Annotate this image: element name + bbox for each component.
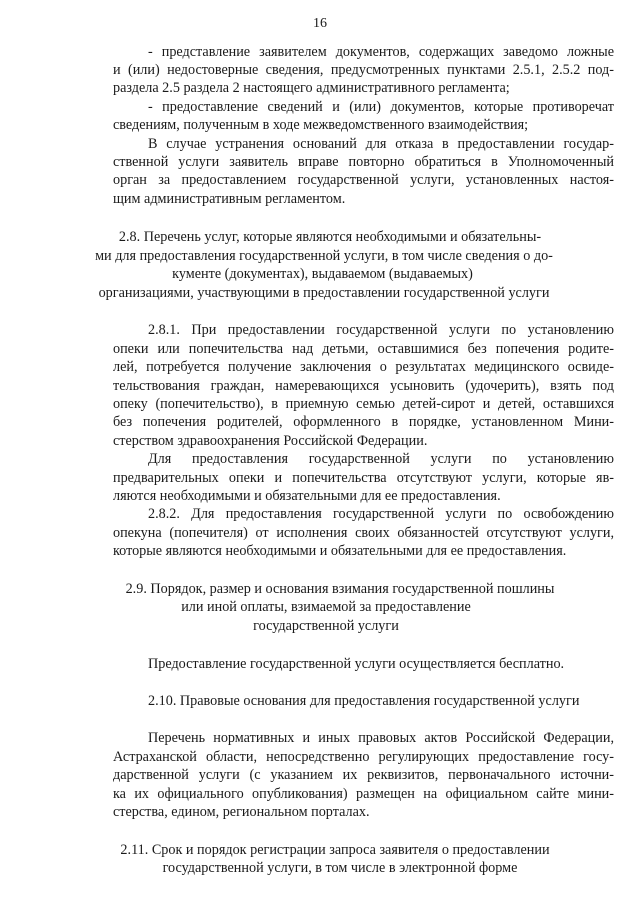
heading-line: 2.9. Порядок, размер и основания взимания государственной пошлины [125,581,555,597]
body-line: - представление заявителем документов, содержащих заведомо ложные [148,44,614,60]
page-number: 16 [313,16,327,31]
body-line: опеку (попечительство), в приемную семью детей-сирот и детей, оставшихся [113,396,614,412]
body-line: дарственной услуги (с указанием их реквизитов, первоначального источни- [113,767,614,783]
heading-line: государственной услуги [253,618,399,634]
body-line: Перечень нормативных и иных правовых актов Российской Федерации, [148,730,614,746]
body-line: Предоставление государственной услуги осуществляется бесплатно. [148,656,565,672]
body-line: стерства, едином, региональном порталах. [113,804,370,820]
body-line: без попечения родителей, оформленного в порядке, установленном Мини- [113,414,614,430]
body-line: предварительных опеки и попечительства отсутствуют услуги, которые яв- [113,470,614,486]
body-line: тельствования граждан, намеревающихся усыновить (удочерить), взять под [113,378,614,394]
body-line: ка их официального опубликования) размещен на официальном сайте мини- [113,786,614,802]
heading-line: ми для предоставления государственной услуги, в том числе сведения о до- [95,248,553,264]
body-line: ственной услуги заявитель вправе повторно обратиться в Уполномоченный [113,154,614,170]
body-line: 2.10. Правовые основания для предоставления государственной услуги [148,693,580,709]
body-line: 2.8.1. При предоставлении государственной услуги по установлению [148,322,614,338]
body-line: стерством здравоохранения Российской Федерации. [113,433,428,449]
body-line: щим административным регламентом. [113,191,346,207]
body-line: В случае устранения оснований для отказа в предоставлении государ- [148,136,614,152]
body-line: лей, потребуется получение заключения о результатах медицинского освиде- [113,359,614,375]
body-line: которые являются необходимыми и обязательными для ее предоставления. [113,543,567,559]
body-line: раздела 2.5 раздела 2 настоящего административного регламента; [113,80,510,96]
heading-line: или иной оплаты, взимаемой за предоставление [181,599,471,615]
body-line: и (или) недостоверные сведения, предусмотренных пунктами 2.5.1, 2.5.2 под- [113,62,614,78]
body-line: Астраханской области, непосредственно регулирующих предоставление госу- [113,749,614,765]
heading-line: организациями, участвующими в предоставлении государственной услуги [98,285,550,301]
heading-line: кументе (документах), выдаваемом (выдаваемых) [172,266,473,282]
heading-line: 2.11. Срок и порядок регистрации запроса заявителя о предоставлении [120,842,550,858]
body-line: Для предоставления государственной услуги по установлению [148,451,614,467]
body-line: ляются необходимыми и обязательными для ее предоставления. [113,488,501,504]
body-line: - предоставление сведений и (или) документов, которые противоречат [148,99,614,115]
heading-line: 2.8. Перечень услуг, которые являются необходимыми и обязательны- [118,229,542,245]
body-line: орган за предоставлением государственной услуги, установленных настоя- [113,172,614,188]
body-line: 2.8.2. Для предоставления государственной услуги по освобождению [148,506,614,522]
heading-line: государственной услуги, в том числе в электронной форме [162,860,518,876]
body-line: сведениям, полученным в ходе межведомственного взаимодействия; [113,117,529,133]
body-line: опекуна (попечителя) от исполнения своих обязанностей отсутствуют услуги, [113,525,614,541]
body-line: опеки или попечительства над детьми, оставшимися без попечения родите- [113,341,614,357]
